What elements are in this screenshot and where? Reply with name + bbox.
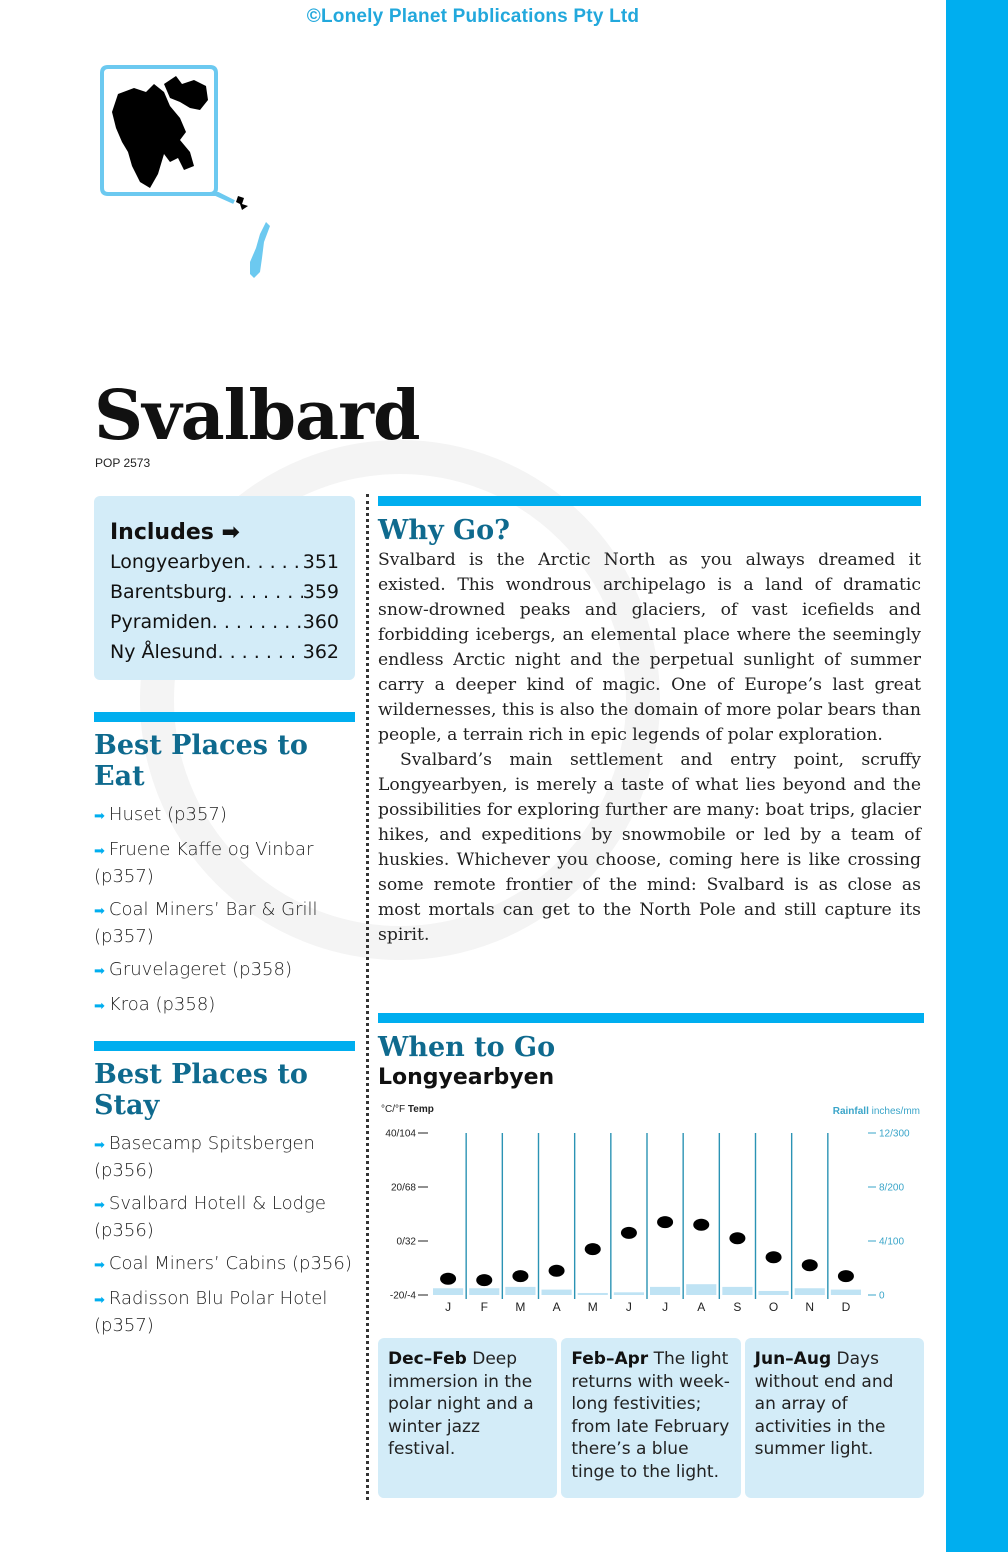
temp-point [657, 1216, 673, 1228]
when-to-go-heading: When to Go [378, 1032, 556, 1063]
best-stay-section [94, 1041, 355, 1346]
list-item-label: Radisson Blu Polar Hotel (p357) [94, 1288, 328, 1336]
temp-point [802, 1259, 818, 1271]
temp-point [549, 1265, 565, 1277]
arrow-right-icon: ➡ [94, 1138, 105, 1153]
includes-item[interactable] [110, 607, 339, 637]
temp-point [512, 1270, 528, 1282]
includes-item-name: Barentsburg [110, 581, 227, 603]
rainfall-bar [650, 1287, 680, 1295]
why-go-heading: Why Go? [378, 515, 510, 546]
month-label: A [697, 1300, 706, 1314]
list-item[interactable] [94, 897, 355, 949]
includes-item-name: Longyearbyen [110, 551, 246, 573]
temp-point [585, 1243, 601, 1255]
why-go-paragraph: Svalbard is the Arctic North as you always dreamed it existed. This wondrous archipelago is a land of dramatic snow-drowned peaks and glaciers, of vast icefields and forbidding icebergs, an elemental place where the seemingly endless Arctic night and the perpetual sunlight of summer carry a deeper kind of magic. One of Europe’s last great wildernesses, this is also the domain of more polar bears than people, a terrain rich in epic legends of polar exploration. [378, 550, 921, 745]
rain-tick-label: 8/200 [879, 1182, 905, 1194]
arrow-right-icon: ➡ [94, 964, 105, 979]
leader-dots [245, 547, 302, 577]
climate-city: Longyearbyen [378, 1065, 555, 1090]
temp-tick-label: -20/-4 [389, 1290, 416, 1302]
section-rule [94, 1041, 355, 1051]
includes-item[interactable] [110, 547, 339, 577]
list-item[interactable] [94, 837, 355, 889]
rainfall-bar [795, 1288, 825, 1295]
list-item-label: Gruvelageret (p358) [108, 959, 292, 980]
rainfall-bar [759, 1291, 789, 1295]
list-item[interactable] [94, 1191, 355, 1243]
includes-item-page: 360 [302, 611, 339, 633]
rainfall-bar [542, 1290, 572, 1295]
temp-point [440, 1273, 456, 1285]
month-label: J [662, 1300, 669, 1314]
page-edge-tab [946, 0, 1008, 1552]
rainfall-bar [578, 1293, 608, 1295]
arrow-right-icon: ➡ [94, 999, 105, 1014]
includes-box [94, 496, 355, 680]
section-rule [94, 712, 355, 722]
includes-item-page: 359 [302, 581, 339, 603]
month-label: F [480, 1300, 488, 1314]
best-eat-heading: Best Places to Eat [94, 730, 308, 792]
population: POP 2573 [95, 456, 151, 470]
rainfall-bar [433, 1288, 463, 1295]
best-eat-section [94, 712, 355, 1027]
list-item[interactable] [94, 1131, 355, 1183]
includes-item-name: Ny Ålesund [110, 641, 218, 663]
temp-point [621, 1227, 637, 1239]
section-rule [378, 1013, 924, 1023]
temp-point [693, 1219, 709, 1231]
list-item-label: Svalbard Hotell & Lodge (p356) [94, 1193, 326, 1241]
arrow-right-icon: ➡ [94, 1293, 105, 1308]
month-label: J [625, 1300, 632, 1314]
rain-tick-label: 4/100 [879, 1236, 905, 1248]
rainfall-bar [722, 1287, 752, 1295]
temp-point [766, 1251, 782, 1263]
seasons-row [378, 1338, 924, 1498]
chart-plot [378, 1100, 924, 1325]
season-card: Dec–Feb Deep immersion in the polar night and a winter jazz festival. [378, 1338, 557, 1498]
page-title: Svalbard [94, 376, 420, 456]
locator-map [98, 62, 278, 292]
month-label: O [768, 1300, 779, 1314]
month-label: N [805, 1300, 815, 1314]
month-label: D [841, 1300, 851, 1314]
includes-item-name: Pyramiden [110, 611, 212, 633]
leader-dots [212, 607, 303, 637]
section-rule [378, 496, 921, 506]
list-item-label: Basecamp Spitsbergen (p356) [94, 1133, 315, 1181]
month-label: A [552, 1300, 561, 1314]
rain-tick-label: 12/300 [879, 1128, 910, 1140]
when-to-go-section [378, 1013, 924, 1090]
list-item[interactable] [94, 1251, 355, 1278]
includes-item[interactable] [110, 577, 339, 607]
rainfall-bar [831, 1290, 861, 1295]
list-item-label: Kroa (p358) [108, 994, 216, 1015]
season-card: Jun–Aug Days without end and an array of activities in the summer light. [745, 1338, 924, 1498]
month-label: S [733, 1300, 742, 1314]
month-label: M [587, 1300, 598, 1314]
temp-point [838, 1270, 854, 1282]
arrow-right-icon: ➡ [94, 904, 105, 919]
list-item-label: Huset (p357) [108, 804, 227, 825]
list-item-label: Coal Miners’ Bar & Grill (p357) [94, 899, 318, 947]
best-stay-heading: Best Places to Stay [94, 1059, 308, 1121]
list-item[interactable] [94, 992, 355, 1019]
list-item[interactable] [94, 1286, 355, 1338]
climate-chart [378, 1100, 924, 1325]
season-card: Feb–Apr The light returns with week-long festivities; from late February there’s a blue tinge to the light. [561, 1338, 740, 1498]
rainfall-bar [469, 1288, 499, 1295]
list-item[interactable] [94, 802, 355, 829]
includes-item[interactable] [110, 637, 339, 667]
why-go-body [378, 548, 921, 948]
leader-dots [227, 577, 303, 607]
temp-tick-label: 40/104 [385, 1128, 416, 1140]
arrow-right-icon: ➡ [94, 1198, 105, 1213]
month-label: J [445, 1300, 452, 1314]
bear-island-shape [236, 196, 248, 210]
leader-dots [218, 637, 303, 667]
rain-tick-label: 0 [879, 1290, 885, 1302]
norway-shape [250, 222, 270, 278]
month-label: M [515, 1300, 526, 1314]
list-item[interactable] [94, 957, 355, 984]
temp-tick-label: 20/68 [390, 1182, 416, 1194]
temp-point [729, 1232, 745, 1244]
column-divider [366, 494, 369, 1500]
temp-tick-label: 0/32 [396, 1236, 416, 1248]
rainfall-bar [686, 1284, 716, 1295]
copyright-notice: ©Lonely Planet Publications Pty Ltd [306, 6, 640, 27]
arrow-right-icon: ➡ [94, 844, 105, 859]
includes-item-page: 362 [302, 641, 339, 663]
why-go-section [378, 496, 921, 948]
rainfall-bar [505, 1287, 535, 1295]
list-item-label: Fruene Kaffe og Vinbar (p357) [94, 839, 314, 887]
arrow-right-icon: ➡ [94, 1258, 105, 1273]
includes-heading: Includes ➡ [110, 520, 240, 545]
rainfall-bar [614, 1292, 644, 1295]
temp-axis-title: °C/°F Temp [381, 1104, 434, 1115]
arrow-right-icon: ➡ [94, 809, 105, 824]
includes-item-page: 351 [302, 551, 339, 573]
rain-axis-title: Rainfall inches/mm [832, 1106, 920, 1117]
why-go-paragraph: Svalbard’s main settlement and entry point, scruffy Longyearbyen, is merely a taste of what lies beyond and the possibilities for exploring further are many: boat trips, glacier hikes, and expeditions by snowmobile or led by a team of huskies. Whichever you choose, coming here is like crossing some remote frontier of the mind: Svalbard is as close as most mortals can get to the North Pole and still capture its spirit. [378, 750, 921, 945]
temp-point [476, 1274, 492, 1286]
list-item-label: Coal Miners’ Cabins (p356) [108, 1253, 352, 1274]
